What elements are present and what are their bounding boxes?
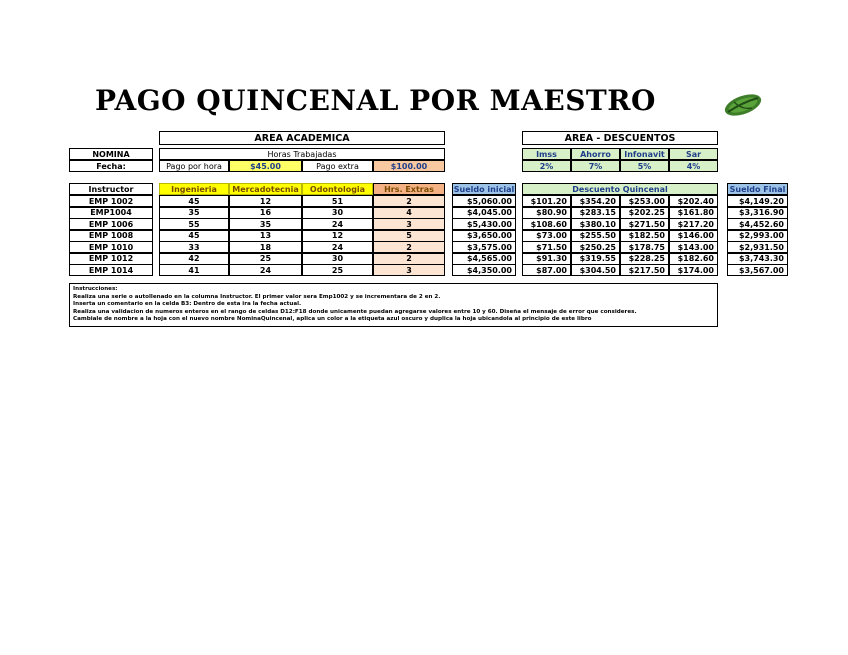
odontologia-cell[interactable]: 24	[302, 218, 373, 230]
sueldo-inicial-cell[interactable]: $5,430.00	[452, 218, 516, 230]
sueldo-inicial-cell[interactable]: $4,350.00	[452, 264, 516, 276]
sueldo-final-cell[interactable]: $4,149.20	[727, 195, 788, 207]
sueldo-final-cell[interactable]: $2,931.50	[727, 241, 788, 253]
ingenieria-cell[interactable]: 45	[159, 230, 229, 242]
infonavit-discount-cell[interactable]: $178.75	[620, 241, 669, 253]
ahorro-header: Ahorro	[571, 148, 620, 160]
mercadotecnia-cell[interactable]: 25	[229, 253, 302, 265]
descuento-quincenal-header: Descuento Quincenal	[522, 183, 718, 195]
imss-discount-cell[interactable]: $87.00	[522, 264, 571, 276]
mercadotecnia-cell[interactable]: 13	[229, 230, 302, 242]
instructor-cell[interactable]: EMP 1012	[69, 253, 153, 265]
hrs-extras-cell[interactable]: 4	[373, 207, 445, 219]
hrs-extras-cell[interactable]: 2	[373, 253, 445, 265]
imss-discount-cell[interactable]: $91.30	[522, 253, 571, 265]
mercadotecnia-cell[interactable]: 18	[229, 241, 302, 253]
instructor-cell[interactable]: EMP 1006	[69, 218, 153, 230]
sar-discount-cell[interactable]: $182.60	[669, 253, 718, 265]
instructor-header: Instructor	[69, 183, 153, 195]
ahorro-discount-cell[interactable]: $250.25	[571, 241, 620, 253]
instruction-line: Realiza una validacion de numeros enteros en el rango de celdas D12:F18 donde unicamente puedan agregarse valores entre 10 y 60. Diseña el mensaje de error que consideres.	[73, 308, 637, 315]
sueldo-final-cell[interactable]: $3,316.90	[727, 207, 788, 219]
nomina-label: NOMINA	[69, 148, 153, 160]
ingenieria-header: Ingenieria	[159, 183, 229, 195]
sar-discount-cell[interactable]: $217.20	[669, 218, 718, 230]
infonavit-discount-cell[interactable]: $182.50	[620, 230, 669, 242]
ingenieria-cell[interactable]: 41	[159, 264, 229, 276]
infonavit-header: Infonavit	[620, 148, 669, 160]
green-leaf-logo-icon	[722, 90, 764, 120]
imss-discount-cell[interactable]: $73.00	[522, 230, 571, 242]
hrs-extras-cell[interactable]: 3	[373, 264, 445, 276]
sueldo-final-cell[interactable]: $3,567.00	[727, 264, 788, 276]
sueldo-inicial-cell[interactable]: $4,045.00	[452, 207, 516, 219]
instructor-cell[interactable]: EMP 1014	[69, 264, 153, 276]
sueldo-inicial-cell[interactable]: $4,565.00	[452, 253, 516, 265]
mercadotecnia-cell[interactable]: 12	[229, 195, 302, 207]
odontologia-cell[interactable]: 30	[302, 207, 373, 219]
ahorro-rate[interactable]: 7%	[571, 160, 620, 172]
odontologia-cell[interactable]: 25	[302, 264, 373, 276]
hrs-extras-cell[interactable]: 5	[373, 230, 445, 242]
infonavit-discount-cell[interactable]: $217.50	[620, 264, 669, 276]
infonavit-rate[interactable]: 5%	[620, 160, 669, 172]
instructor-cell[interactable]: EMP 1010	[69, 241, 153, 253]
sar-discount-cell[interactable]: $143.00	[669, 241, 718, 253]
instruction-line: Realiza una serie o autollenado en la columna Instructor. El primer valor sera Emp1002 y se incrementara de 2 en 2.	[73, 293, 441, 300]
sueldo-final-header: Sueldo Final	[727, 183, 788, 195]
pago-extra-label: Pago extra	[302, 160, 373, 172]
odontologia-cell[interactable]: 24	[302, 241, 373, 253]
infonavit-discount-cell[interactable]: $253.00	[620, 195, 669, 207]
pago-extra-value[interactable]: $100.00	[373, 160, 445, 172]
sar-discount-cell[interactable]: $161.80	[669, 207, 718, 219]
infonavit-discount-cell[interactable]: $202.25	[620, 207, 669, 219]
ahorro-discount-cell[interactable]: $283.15	[571, 207, 620, 219]
mercadotecnia-header: Mercadotecnia	[229, 183, 302, 195]
sar-discount-cell[interactable]: $202.40	[669, 195, 718, 207]
imss-header: Imss	[522, 148, 571, 160]
sueldo-inicial-header: Sueldo inicial	[453, 184, 515, 194]
instructor-cell[interactable]: EMP 1002	[69, 195, 153, 207]
odontologia-cell[interactable]: 30	[302, 253, 373, 265]
ahorro-discount-cell[interactable]: $354.20	[571, 195, 620, 207]
odontologia-cell[interactable]: 12	[302, 230, 373, 242]
horas-trabajadas-label: Horas Trabajadas	[159, 148, 445, 160]
area-academica-header: AREA ACADEMICA	[159, 131, 445, 145]
area-descuentos-header: AREA - DESCUENTOS	[522, 131, 718, 145]
hrs-extras-header: Hrs. Extras	[373, 183, 445, 195]
ingenieria-cell[interactable]: 55	[159, 218, 229, 230]
instructor-cell[interactable]: EMP 1008	[69, 230, 153, 242]
mercadotecnia-cell[interactable]: 24	[229, 264, 302, 276]
sueldo-inicial-cell[interactable]: $5,060.00	[452, 195, 516, 207]
sar-header: Sar	[669, 148, 718, 160]
imss-discount-cell[interactable]: $80.90	[522, 207, 571, 219]
instruction-line: Inserta un comentario en la celda B3: Dentro de esta ira la fecha actual.	[73, 301, 302, 308]
ahorro-discount-cell[interactable]: $319.55	[571, 253, 620, 265]
ingenieria-cell[interactable]: 42	[159, 253, 229, 265]
mercadotecnia-cell[interactable]: 16	[229, 207, 302, 219]
sueldo-final-cell[interactable]: $4,452.60	[727, 218, 788, 230]
instruction-line: Cambiale de nombre a la hoja con el nuevo nombre NominaQuincenal, aplica un color a la etiqueta azul oscuro y duplica la hoja ubicandola al principio de este libro	[73, 316, 592, 323]
sar-discount-cell[interactable]: $146.00	[669, 230, 718, 242]
ingenieria-cell[interactable]: 35	[159, 207, 229, 219]
ingenieria-cell[interactable]: 45	[159, 195, 229, 207]
imss-discount-cell[interactable]: $101.20	[522, 195, 571, 207]
imss-discount-cell[interactable]: $71.50	[522, 241, 571, 253]
imss-rate[interactable]: 2%	[522, 160, 571, 172]
ahorro-discount-cell[interactable]: $304.50	[571, 264, 620, 276]
hrs-extras-cell[interactable]: 2	[373, 241, 445, 253]
infonavit-discount-cell[interactable]: $228.25	[620, 253, 669, 265]
ingenieria-cell[interactable]: 33	[159, 241, 229, 253]
instructor-cell[interactable]: EMP1004	[69, 207, 153, 219]
sueldo-final-cell[interactable]: $3,743.30	[727, 253, 788, 265]
sueldo-final-cell[interactable]: $2,993.00	[727, 230, 788, 242]
odontologia-cell[interactable]: 51	[302, 195, 373, 207]
mercadotecnia-cell[interactable]: 35	[229, 218, 302, 230]
instructions-heading: Instrucciones:	[73, 286, 118, 292]
fecha-label: Fecha:	[69, 160, 153, 172]
hrs-extras-cell[interactable]: 3	[373, 218, 445, 230]
sueldo-inicial-cell[interactable]: $3,650.00	[452, 230, 516, 242]
page-title: PAGO QUINCENAL POR MAESTRO	[95, 84, 656, 117]
pago-por-hora-label: Pago por hora	[159, 160, 229, 172]
sueldo-inicial-cell[interactable]: $3,575.00	[452, 241, 516, 253]
imss-discount-cell[interactable]: $108.60	[522, 218, 571, 230]
odontologia-header: Odontologia	[302, 183, 373, 195]
infonavit-discount-cell[interactable]: $271.50	[620, 218, 669, 230]
ahorro-discount-cell[interactable]: $255.50	[571, 230, 620, 242]
sar-rate[interactable]: 4%	[669, 160, 718, 172]
pago-por-hora-value[interactable]: $45.00	[229, 160, 302, 172]
sar-discount-cell[interactable]: $174.00	[669, 264, 718, 276]
hrs-extras-cell[interactable]: 2	[373, 195, 445, 207]
ahorro-discount-cell[interactable]: $380.10	[571, 218, 620, 230]
instructions-box	[69, 283, 718, 327]
